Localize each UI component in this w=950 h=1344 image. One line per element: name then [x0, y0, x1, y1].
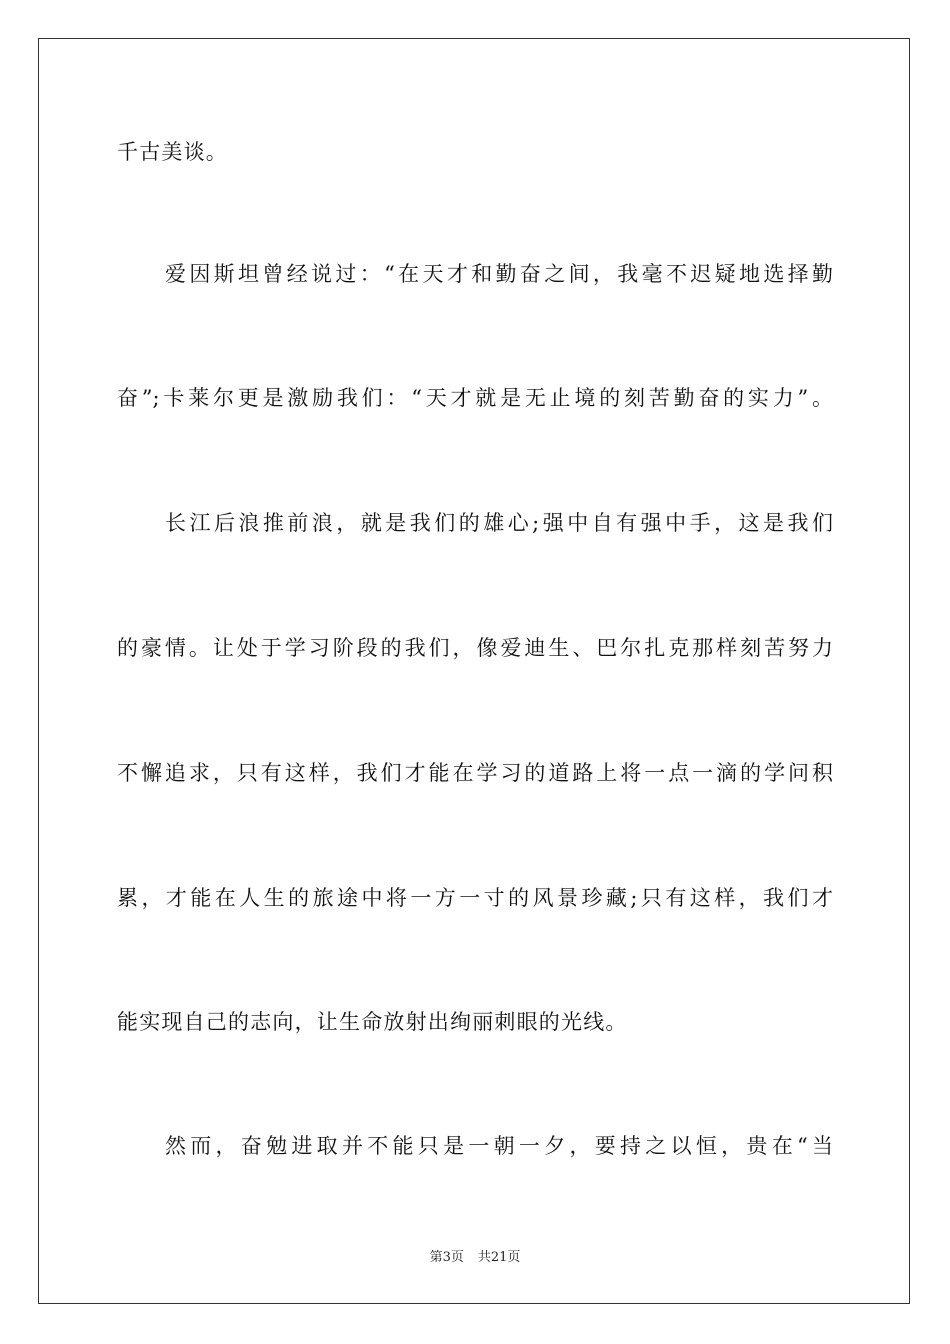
text-line-2: 爱因斯坦曾经说过：“在天才和勤奋之间，我毫不迟疑地选择勤 — [165, 262, 833, 286]
text-line-1: 千古美谈。 — [117, 140, 228, 164]
text-line-8: 能实现自己的志向，让生命放射出绚丽刺眼的光线。 — [117, 1010, 628, 1034]
page-footer — [0, 1249, 950, 1267]
text-line-3: 奋”;卡莱尔更是激励我们：“天才就是无止境的刻苦勤奋的实力”。 — [117, 386, 833, 410]
page-total: 共21页 — [477, 1250, 521, 1265]
text-line-9: 然而，奋勉进取并不能只是一朝一夕，要持之以恒，贵在“当 — [165, 1134, 833, 1158]
text-line-6: 不懈追求，只有这样，我们才能在学习的道路上将一点一滴的学问积 — [117, 761, 833, 785]
text-line-5: 的豪情。让处于学习阶段的我们，像爱迪生、巴尔扎克那样刻苦努力 — [117, 636, 833, 660]
text-line-7: 累，才能在人生的旅途中将一方一寸的风景珍藏;只有这样，我们才 — [117, 886, 833, 910]
page-border — [38, 38, 910, 1304]
text-line-4: 长江后浪推前浪，就是我们的雄心;强中自有强中手，这是我们 — [165, 511, 833, 535]
page-number: 第3页 — [429, 1250, 464, 1265]
